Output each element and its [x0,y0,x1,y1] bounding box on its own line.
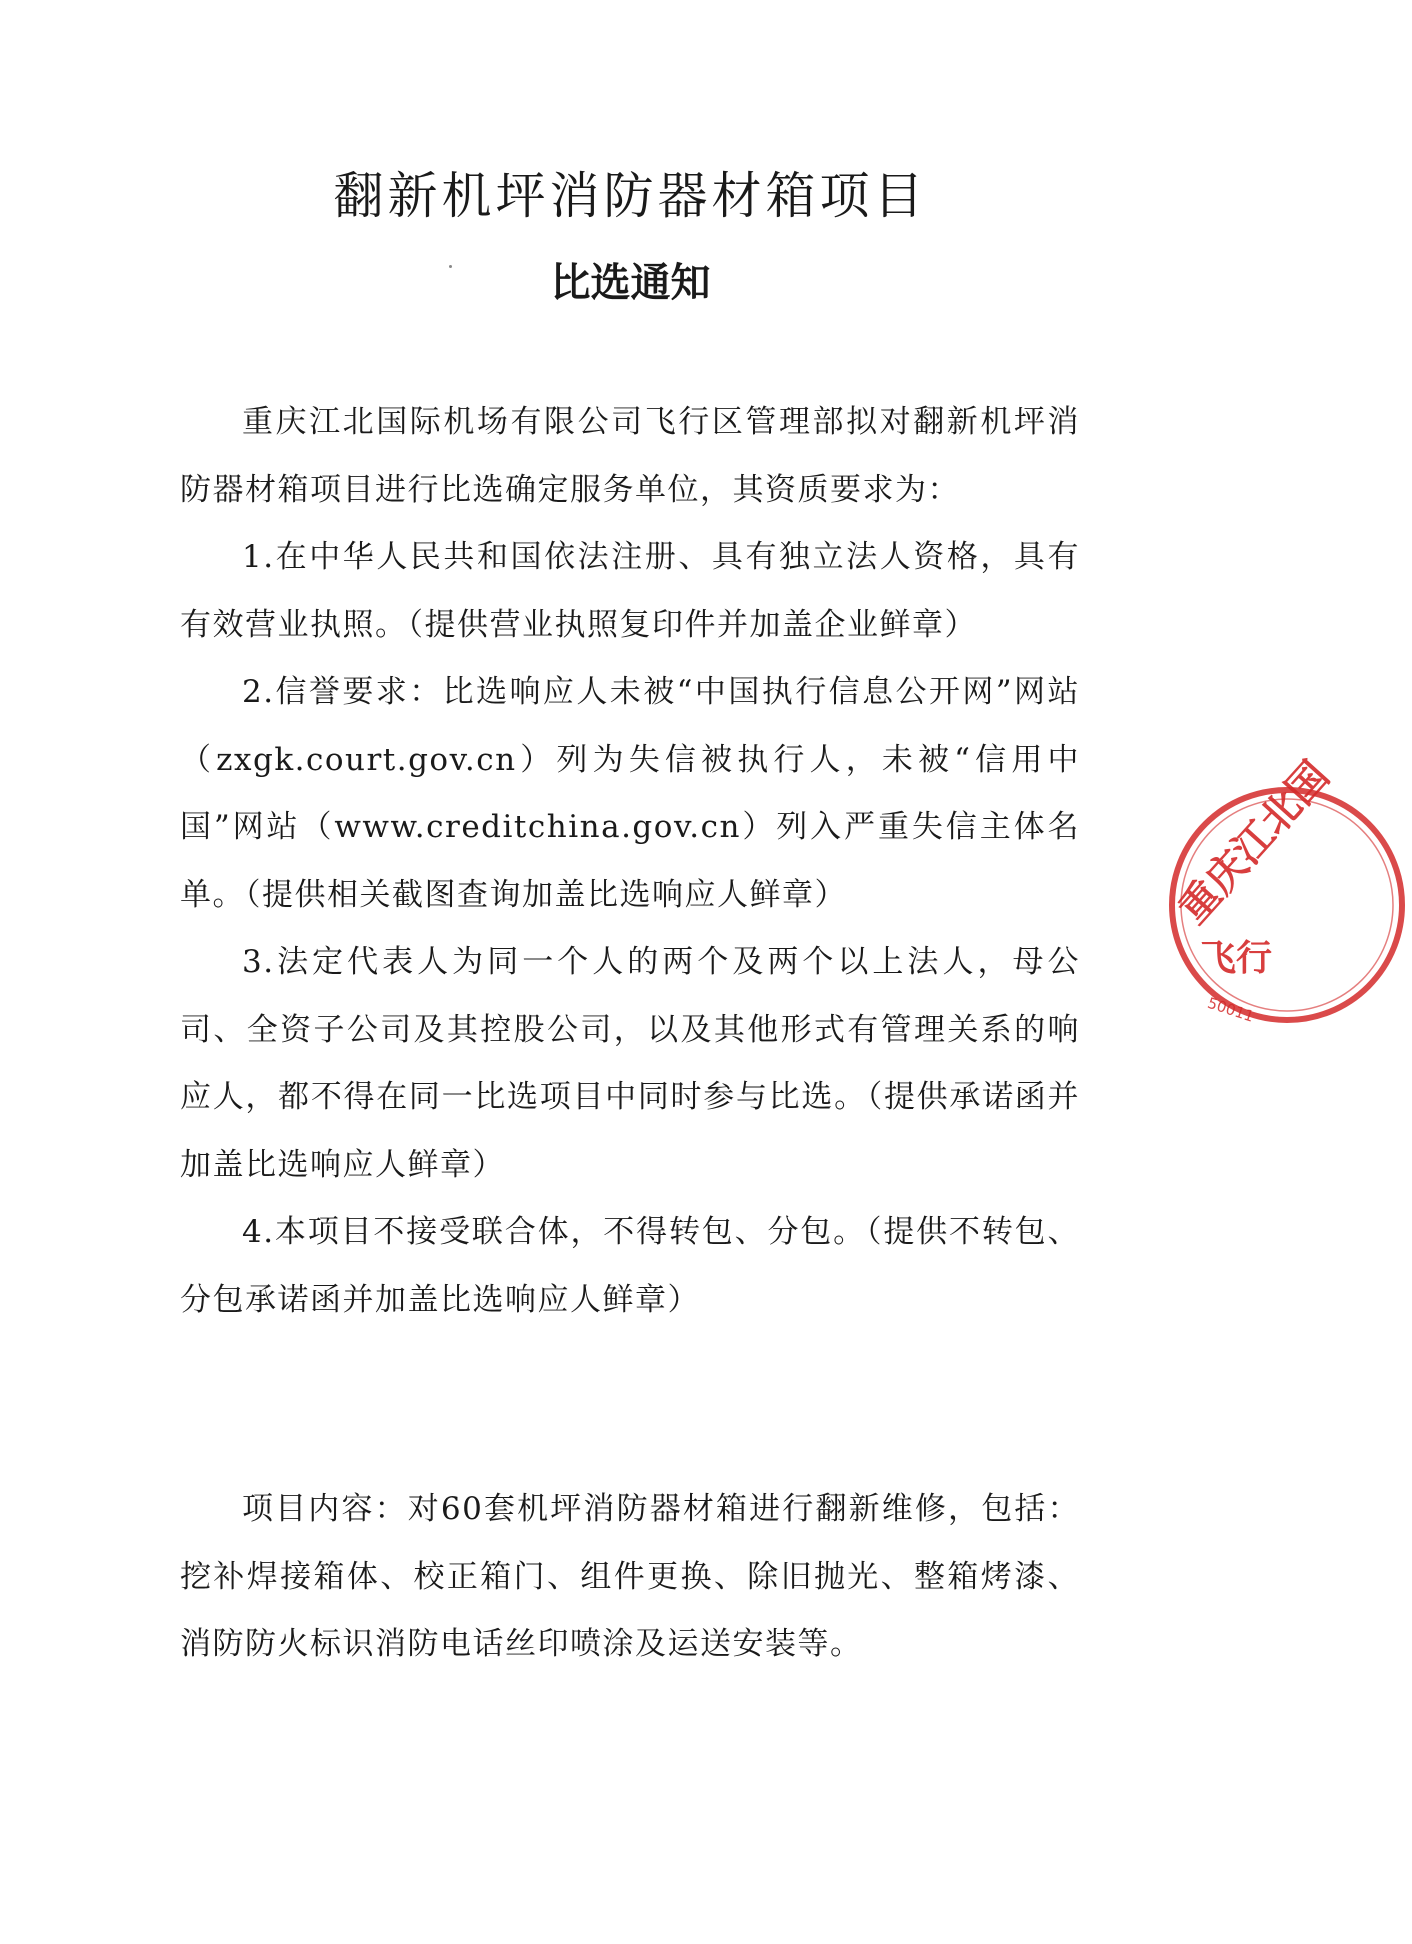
project-content-paragraph: 项目内容：对60套机坪消防器材箱进行翻新维修，包括：挖补焊接箱体、校正箱门、组件更换、除旧抛光、整箱烤漆、消防防火标识消防电话丝印喷涂及运送安装等。 [180,1491,1080,1662]
requirements-section [180,389,1080,1334]
project-content-section [180,1476,1080,1679]
requirement-item-3: 3.法定代表人为同一个人的两个及两个以上法人，母公司、全资子公司及其控股公司，以及其他形式有管理关系的响应人，都不得在同一比选项目中同时参与比选。（提供承诺函并加盖比选响应人鲜章） [180,944,1080,1183]
requirement-item-1: 1.在中华人民共和国依法注册、具有独立法人资格，具有有效营业执照。（提供营业执照复印件并加盖企业鲜章） [180,539,1080,643]
seal-text-top: 重庆江北国 [1170,753,1339,933]
requirement-item-2: 2.信誉要求：比选响应人未被“中国执行信息公开网”网站（zxgk.court.gov.cn）列为失信被执行人，未被“信用中国”网站（www.creditchina.gov.cn）列入严重失信主体名单。（提供相关截图查询加盖比选响应人鲜章） [180,674,1080,913]
seal-text-number: 50011 [1205,993,1257,1026]
document-title: 翻新机坪消防器材箱项目 [333,167,928,225]
scan-speck [449,265,452,268]
seal-text-mid: 飞行 [1200,938,1273,979]
requirement-item-4: 4.本项目不接受联合体，不得转包、分包。（提供不转包、分包承诺函并加盖比选响应人鲜章） [180,1214,1080,1318]
official-seal-icon [1162,753,1412,1030]
intro-paragraph: 重庆江北国际机场有限公司飞行区管理部拟对翻新机坪消防器材箱项目进行比选确定服务单位，其资质要求为： [180,404,1080,508]
document-subtitle: 比选通知 [550,260,711,306]
